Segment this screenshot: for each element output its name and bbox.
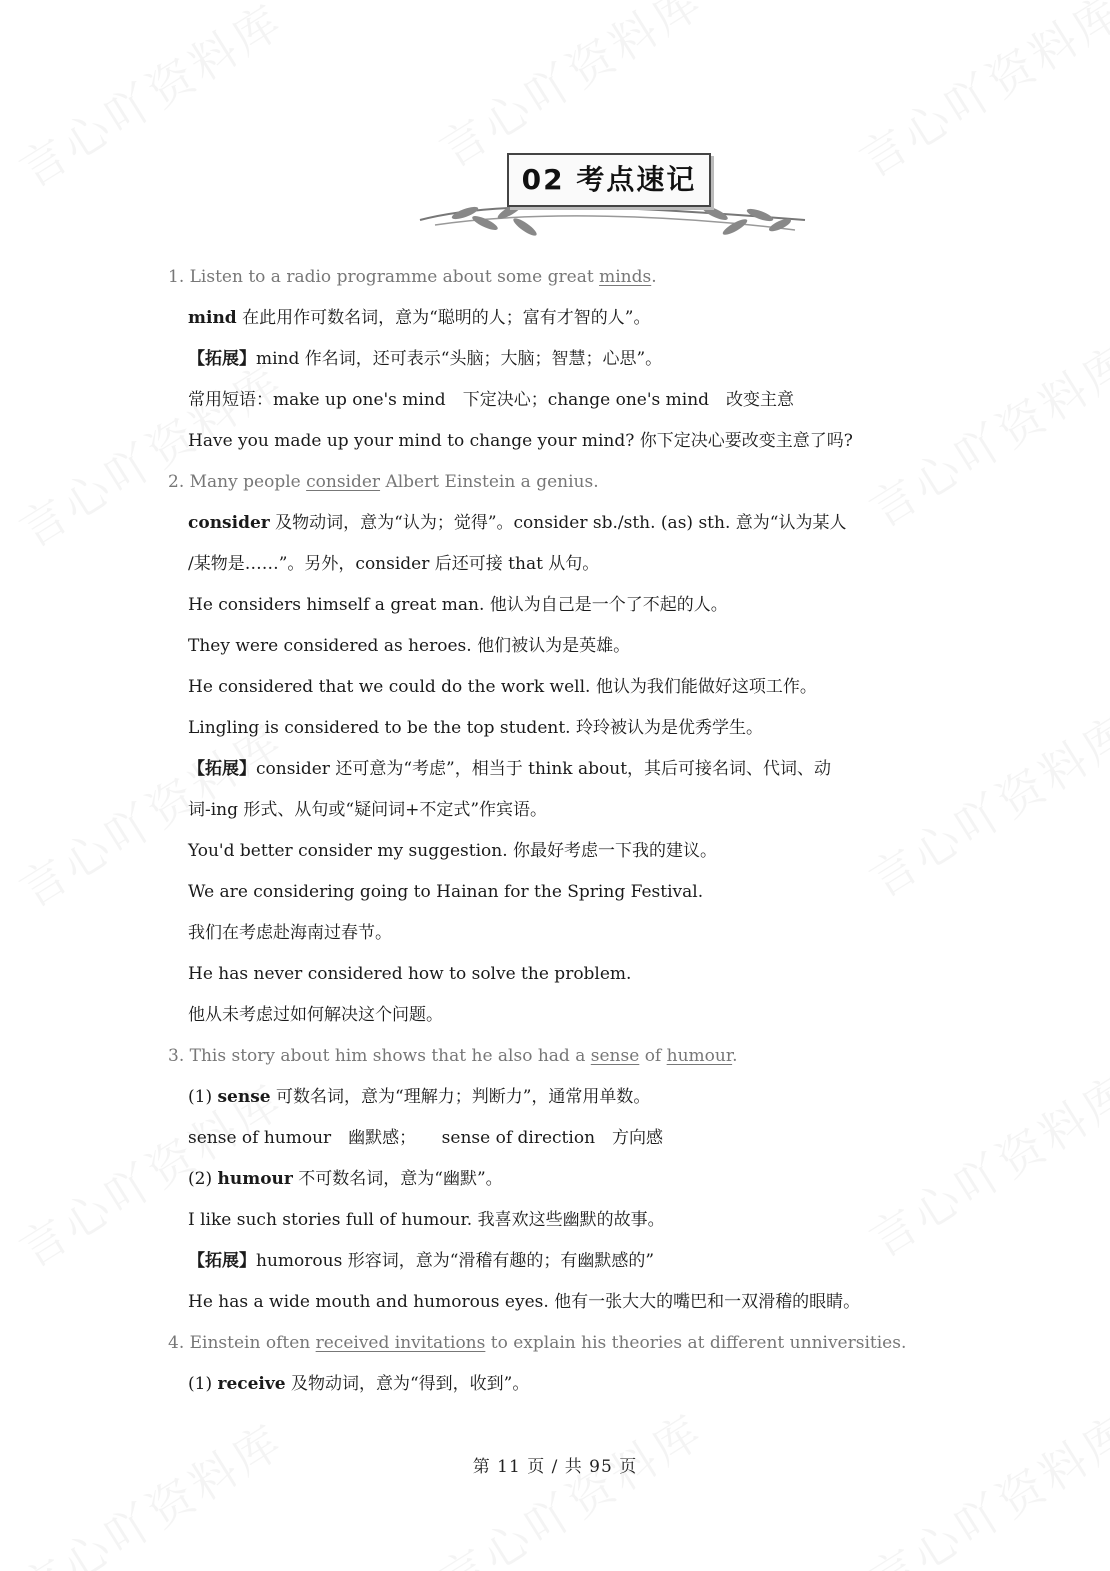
keyword: consider <box>188 513 270 533</box>
header-box <box>507 153 711 207</box>
example-line: They were considered as heroes. 他们被认为是英雄。 <box>188 636 631 656</box>
note-text: 在此用作可数名词，意为“聪明的人；富有才智的人”。 <box>236 308 651 328</box>
note-text: consider 还可意为“考虑”，相当于 think about，其后可接名词、代词、动 <box>256 759 832 779</box>
example-line: He considers himself a great man. 他认为自己是一个了不起的人。 <box>188 595 728 615</box>
example-line: 他从未考虑过如何解决这个问题。 <box>188 1005 443 1025</box>
note-line: 常用短语：make up one's mind 下定决心；change one's mind 改变主意 <box>188 390 795 410</box>
note-line <box>188 758 831 780</box>
note-line: /某物是……”。另外，consider 后还可接 that 从句。 <box>188 554 600 574</box>
example-line: He considered that we could do the work well. 他认为我们能做好这项工作。 <box>188 677 817 697</box>
example-line: He has a wide mouth and humorous eyes. 他有一张大大的嘴巴和一双滑稽的眼睛。 <box>188 1292 861 1312</box>
note-line <box>188 1250 654 1272</box>
watermark <box>5 0 294 200</box>
note-line <box>188 1373 529 1395</box>
page-title: 02 考点速记 <box>521 163 697 196</box>
question-text: . <box>651 267 657 287</box>
underlined-word: humour <box>666 1046 733 1066</box>
example-line: Have you made up your mind to change your mind? 你下定决心要改变主意了吗? <box>188 431 853 451</box>
example-line: 我们在考虑赴海南过春节。 <box>188 923 392 943</box>
question-text: to explain his theories at different unniversities. <box>485 1333 907 1353</box>
keyword: mind <box>188 308 237 328</box>
sub-number: (1) <box>188 1374 218 1394</box>
watermark <box>855 1056 1110 1271</box>
extension-tag: 【拓展】 <box>188 759 256 779</box>
question-line <box>168 1332 906 1354</box>
underlined-word: sense <box>590 1046 640 1066</box>
question-number: 4. <box>168 1333 185 1353</box>
example-line: We are considering going to Hainan for the Spring Festival. <box>188 882 704 902</box>
watermark <box>845 0 1110 190</box>
question-line <box>168 1045 738 1067</box>
keyword: humour <box>217 1169 293 1189</box>
note-line: 词-ing 形式、从句或“疑问词+不定式”作宾语。 <box>188 800 548 820</box>
question-text: Listen to a radio programme about some great <box>189 267 600 287</box>
question-text: Albert Einstein a genius. <box>380 472 599 492</box>
note-text: 不可数名词，意为“幽默”。 <box>292 1169 503 1189</box>
note-line <box>188 1086 650 1108</box>
example-line: He has never considered how to solve the problem. <box>188 964 632 984</box>
question-text: Many people <box>189 472 307 492</box>
note-line <box>188 307 651 329</box>
note-text: 及物动词，意为“认为；觉得”。consider sb./sth. (as) sth. 意为“认为某人 <box>269 513 847 533</box>
question-text: . <box>732 1046 738 1066</box>
watermark <box>5 1406 294 1571</box>
watermark <box>425 1396 714 1571</box>
watermark <box>855 696 1110 911</box>
question-number: 1. <box>168 267 185 287</box>
question-number: 2. <box>168 472 185 492</box>
example-line: Lingling is considered to be the top student. 玲玲被认为是优秀学生。 <box>188 718 763 738</box>
question-text: of <box>639 1046 667 1066</box>
question-line <box>168 471 599 493</box>
note-line <box>188 512 846 534</box>
note-text: 及物动词，意为“得到，收到”。 <box>285 1374 530 1394</box>
note-text: 可数名词，意为“理解力；判断力”，通常用单数。 <box>270 1087 651 1107</box>
underlined-word: received invitations <box>315 1333 486 1353</box>
note-line <box>188 348 662 370</box>
question-number: 3. <box>168 1046 185 1066</box>
watermark <box>855 1396 1110 1571</box>
example-line: You'd better consider my suggestion. 你最好考虑一下我的建议。 <box>188 841 718 861</box>
note-line <box>188 1168 503 1190</box>
underlined-word: consider <box>306 472 381 492</box>
question-line <box>168 266 657 288</box>
keyword: sense <box>217 1087 271 1107</box>
question-text: This story about him shows that he also had a <box>189 1046 591 1066</box>
extension-tag: 【拓展】 <box>188 1251 256 1271</box>
question-text: Einstein often <box>189 1333 316 1353</box>
underlined-word: minds <box>599 267 652 287</box>
example-line: I like such stories full of humour. 我喜欢这些幽默的故事。 <box>188 1210 665 1230</box>
note-text: humorous 形容词，意为“滑稽有趣的；有幽默感的” <box>256 1251 655 1271</box>
section-header <box>415 145 815 240</box>
note-text: mind 作名词，还可表示“头脑；大脑；智慧；心思”。 <box>256 349 663 369</box>
note-line: sense of humour 幽默感； sense of direction 方向感 <box>188 1128 664 1148</box>
page-footer: 第 11 页 / 共 95 页 <box>472 1457 638 1477</box>
keyword: receive <box>217 1374 286 1394</box>
sub-number: (1) <box>188 1087 218 1107</box>
extension-tag: 【拓展】 <box>188 349 256 369</box>
sub-number: (2) <box>188 1169 218 1189</box>
watermark <box>855 326 1110 541</box>
